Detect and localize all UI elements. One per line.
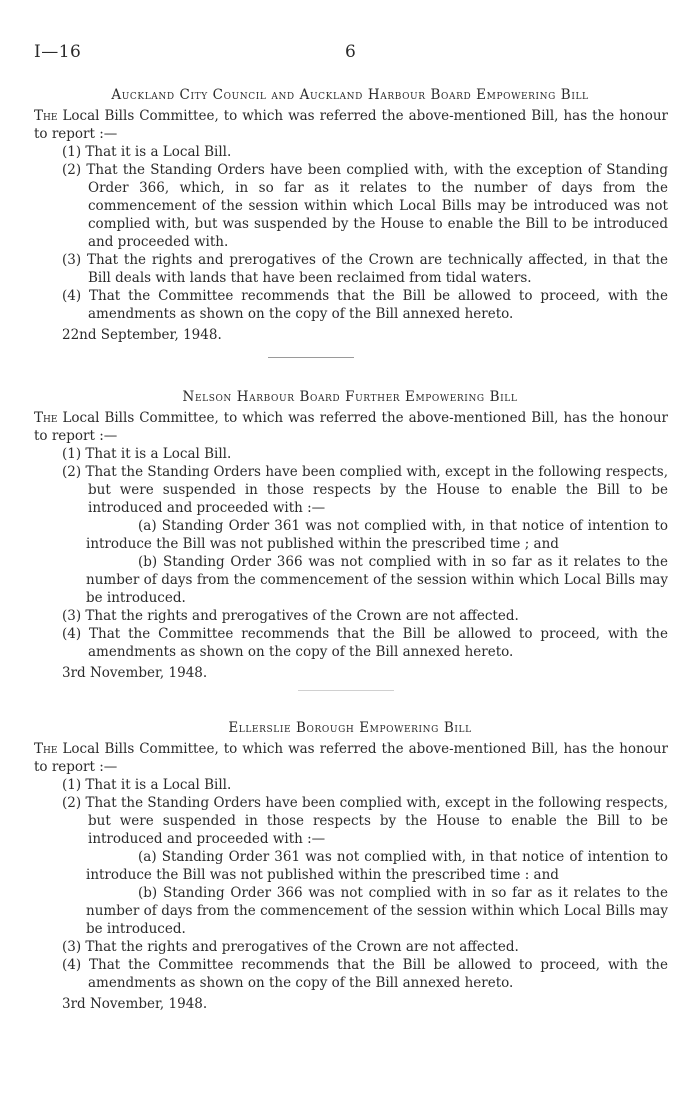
- report-item-1: (1) That it is a Local Bill.: [62, 446, 232, 462]
- report-auckland: [0, 86, 700, 344]
- report-item-2: (2) That the Standing Orders have been complied with, except in the following respects, but were suspended in those respects by the House to enable the Bill to be introduced and proceeded with :—: [62, 464, 668, 516]
- report-date: 22nd September, 1948.: [62, 327, 222, 343]
- document-reference: I—16: [34, 42, 82, 62]
- report-intro: [34, 409, 668, 445]
- report-item-3: (3) That the rights and prerogatives of the Crown are technically affected, in that the Bill deals with lands that have been reclaimed from tidal waters.: [62, 252, 668, 286]
- report-date: 3rd November, 1948.: [62, 665, 208, 681]
- intro-the: The: [34, 108, 58, 124]
- report-intro: [34, 740, 668, 776]
- report-item-4: (4) That the Committee recommends that the Bill be allowed to proceed, with the amendments as shown on the copy of the Bill annexed hereto.: [62, 957, 668, 991]
- intro-text: Local Bills Committee, to which was referred the above-mentioned Bill, has the honour to report :—: [34, 410, 668, 444]
- section-title: Nelson Harbour Board Further Empowering Bill: [182, 389, 518, 405]
- report-subitem-a: (a) Standing Order 361 was not complied with, in that notice of intention to introduce the Bill was not published within the prescribed time : and: [86, 849, 668, 883]
- report-ellerslie: [0, 719, 700, 1013]
- report-subitem-b: (b) Standing Order 366 was not complied with in so far as it relates to the number of days from the commencement of the session within which Local Bills may be introduced.: [86, 554, 668, 606]
- report-subitem-b: (b) Standing Order 366 was not complied with in so far as it relates to the number of days from the commencement of the session within which Local Bills may be introduced.: [86, 885, 668, 937]
- intro-text: Local Bills Committee, to which was referred the above-mentioned Bill, has the honour to report :—: [34, 108, 668, 142]
- report-item-1: (1) That it is a Local Bill.: [62, 777, 232, 793]
- intro-the: The: [34, 410, 58, 426]
- section-title: Ellerslie Borough Empowering Bill: [228, 720, 472, 736]
- report-subitem-a: (a) Standing Order 361 was not complied with, in that notice of intention to introduce the Bill was not published within the prescribed time ; and: [86, 518, 668, 552]
- report-item-2: (2) That the Standing Orders have been complied with, except in the following respects, but were suspended in those respects by the House to enable the Bill to be introduced and proceeded with :—: [62, 795, 668, 847]
- intro-text: Local Bills Committee, to which was referred the above-mentioned Bill, has the honour to report :—: [34, 741, 668, 775]
- report-date: 3rd November, 1948.: [62, 996, 208, 1012]
- report-item-3: (3) That the rights and prerogatives of the Crown are not affected.: [62, 608, 519, 624]
- report-nelson: [0, 388, 700, 682]
- section-title: Auckland City Council and Auckland Harbour Board Empowering Bill: [111, 87, 589, 103]
- report-item-4: (4) That the Committee recommends that the Bill be allowed to proceed, with the amendments as shown on the copy of the Bill annexed hereto.: [62, 288, 668, 322]
- report-item-1: (1) That it is a Local Bill.: [62, 144, 232, 160]
- report-intro: [34, 107, 668, 143]
- page-number: 6: [345, 42, 357, 62]
- section-divider: [268, 357, 354, 358]
- report-item-3: (3) That the rights and prerogatives of the Crown are not affected.: [62, 939, 519, 955]
- report-item-2: (2) That the Standing Orders have been complied with, with the exception of Standing Order 366, which, in so far as it relates to the number of days from the commencement of the session within which Local Bills may be introduced was not complied with, but was suspended by the House to enable the Bill to be introduced and proceeded with.: [62, 162, 668, 250]
- intro-the: The: [34, 741, 58, 757]
- section-divider: [298, 690, 394, 691]
- report-item-4: (4) That the Committee recommends that the Bill be allowed to proceed, with the amendments as shown on the copy of the Bill annexed hereto.: [62, 626, 668, 660]
